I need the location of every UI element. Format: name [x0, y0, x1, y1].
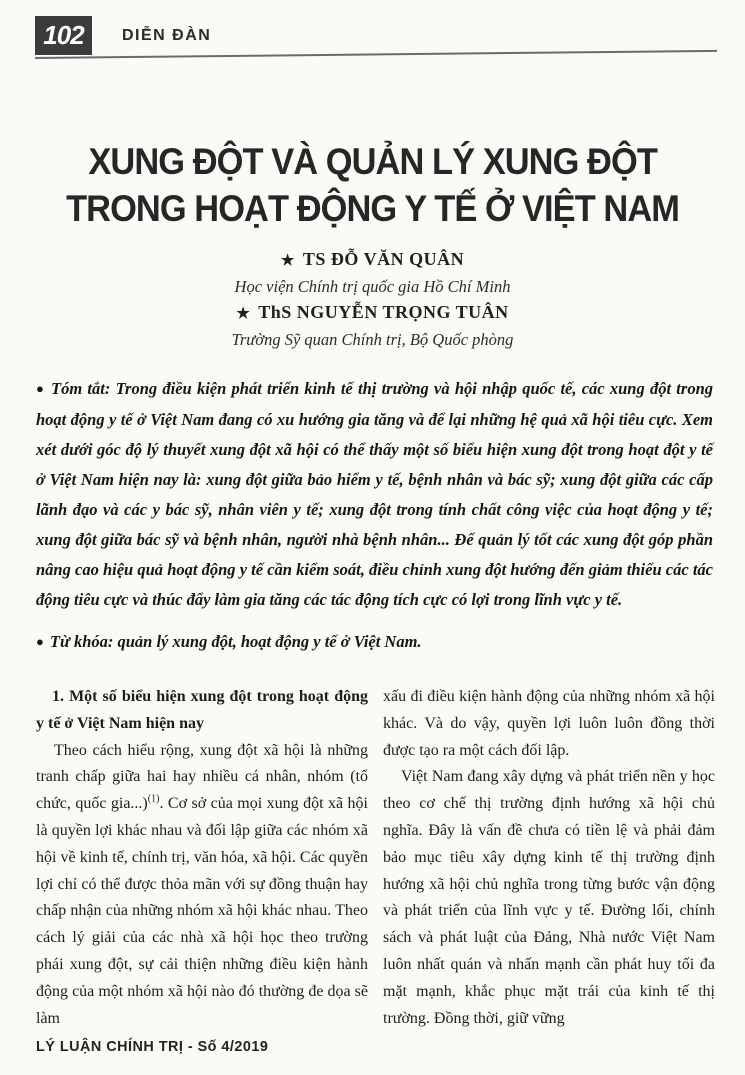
bullet-icon: ●: [36, 634, 44, 649]
body-columns: [36, 684, 715, 1032]
article-title: [0, 138, 745, 232]
left-paragraph-text-1: Theo cách hiểu rộng, xung đột xã hội là những tranh chấp giữa hai hay nhiều cá nhân, nhóm (tổ chức, quốc gia...): [36, 741, 368, 813]
keywords-label: Từ khóa:: [49, 632, 114, 651]
author-1-name-text: TS ĐỖ VĂN QUÂN: [302, 249, 465, 269]
section-label: DIỄN ĐÀN: [122, 26, 212, 44]
abstract-paragraph: [36, 374, 713, 615]
abstract-text: Trong điều kiện phát triển kinh tế thị trường và hội nhập quốc tế, các xung đột trong hoạt động y tế ở Việt Nam đang có xu hướng gia tăng và để lại những hệ quả xã hội tiêu cực. Xem xét dưới góc độ lý thuyết xung đột xã hội có thể thấy một số biểu hiện xung đột trong hoạt đột y tế ở Việt Nam hiện nay là: xung đột giữa bảo hiểm y tế, bệnh nhân và bác sỹ; xung đột giữa các cấp lãnh đạo và các y bác sỹ, nhân viên y tế; xung đột trong tính chất công việc của hoạt động y tế; xung đột giữa bác sỹ và bệnh nhân, người nhà bệnh nhân... Để quản lý tốt các xung đột góp phần nâng cao hiệu quả hoạt động y tế cần kiểm soát, điều chỉnh xung đột hướng đến giảm thiểu các tác động tiêu cực và thúc đẩy làm gia tăng các tác động tích cực có lợi trong lĩnh vực y tế.: [36, 379, 713, 609]
left-column: [36, 684, 368, 1032]
author-2-name: [0, 299, 745, 327]
author-2-affiliation: Trường Sỹ quan Chính trị, Bộ Quốc phòng: [231, 330, 514, 349]
left-paragraph-text-2: . Cơ sở của mọi xung đột xã hội là quyền lợi khác nhau và đối lập giữa các nhóm xã hội về kinh tế, chính trị, văn hóa, xã hội. Các quyền lợi chỉ có thể được thỏa mãn với sự đồng thuận hay chấp nhận của những nhóm xã hội khác nhau. Theo cách lý giải của các nhà xã hội học theo trường phái xung đột, sự cải thiện những điều kiện hành động của một nhóm xã hội nào đó thường đe dọa sẽ làm: [36, 795, 368, 1027]
abstract-label: Tóm tắt:: [50, 379, 111, 398]
star-icon: ★: [236, 306, 251, 322]
right-column-paragraph-1: xấu đi điều kiện hành động của những nhóm xã hội khác. Và do vậy, quyền lợi luôn luôn đồng thời được tạo ra một cách đối lập.: [383, 688, 715, 759]
keywords-text: quản lý xung đột, hoạt động y tế ở Việt Nam.: [113, 632, 422, 651]
author-1-affiliation: Học viện Chính trị quốc gia Hồ Chí Minh: [234, 277, 511, 296]
left-column-paragraph: [36, 738, 368, 1033]
authors-block: [0, 246, 745, 352]
right-column: [383, 684, 715, 1032]
right-column-paragraph-2: Việt Nam đang xây dựng và phát triển nền y học theo cơ chế thị trường định hướng xã hội chủ nghĩa. Đây là vấn đề chưa có tiền lệ và phải đảm bảo mục tiêu xây dựng kinh tế thị trường định hướng xã hội chủ nghĩa trong từng bước vận động và phát triển của lĩnh vực y tế. Đường lối, chính sách và phát luật của Đảng, Nhà nước Việt Nam luôn nhất quán và nhấn mạnh cần phát huy tối đa mặt mạnh, khắc phục mặt trái của kinh tế thị trường. Đồng thời, giữ vững: [383, 768, 715, 1027]
running-header: [35, 16, 717, 59]
article-title-line2: TRONG HOẠT ĐỘNG Y TẾ Ở VIỆT NAM: [66, 188, 679, 229]
page-number-badge: 102: [35, 16, 92, 55]
author-1-name: [0, 246, 745, 274]
keywords-line: [36, 627, 713, 658]
article-title-line1: XUNG ĐỘT VÀ QUẢN LÝ XUNG ĐỘT: [88, 141, 657, 182]
author-2-name-text: ThS NGUYỄN TRỌNG TUÂN: [258, 302, 509, 322]
star-icon: ★: [280, 253, 295, 269]
abstract-block: [36, 374, 713, 658]
section-1-heading: 1. Một số biểu hiện xung đột trong hoạt động y tế ở Việt Nam hiện nay: [36, 688, 368, 732]
footnote-ref-1: (1): [147, 793, 160, 805]
bullet-icon: ●: [36, 381, 45, 396]
journal-footer: LÝ LUẬN CHÍNH TRỊ - Số 4/2019: [36, 1038, 269, 1055]
